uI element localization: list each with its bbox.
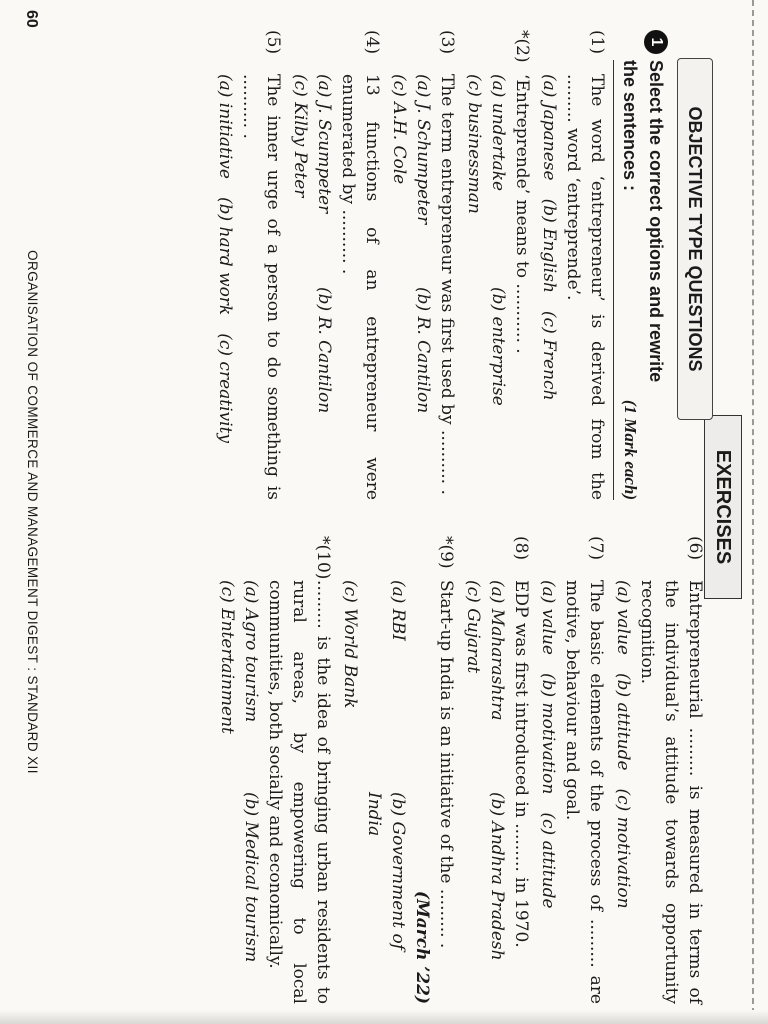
answer-option: (b) English <box>539 198 559 293</box>
section-heading <box>617 30 669 500</box>
answer-option: (b) hard work <box>215 196 235 316</box>
question-text: The inner urge of a person to do something is .......... . <box>239 74 283 500</box>
answer-option: (a) Agro tourism <box>241 580 261 723</box>
answer-option: (a) value <box>613 580 633 655</box>
answer-option: (b) Andhra Pradesh <box>487 792 507 961</box>
question-text: EDP was first introduced in ......... in 1970. <box>511 580 531 948</box>
question-number: (4) <box>362 30 382 55</box>
question-item <box>215 536 335 1004</box>
answer-option: (c) A.H. Cole <box>389 74 409 185</box>
page-number: 60 <box>23 10 40 28</box>
option-row <box>312 74 336 500</box>
answer-option: (b) Government of India <box>364 792 408 950</box>
answer-option: (a) initiative <box>215 74 235 179</box>
section-rule <box>613 60 614 500</box>
option-row <box>213 74 237 500</box>
answer-option: (c) World Bank <box>340 580 360 709</box>
section-title <box>617 60 669 500</box>
question-number: (6) <box>685 536 705 561</box>
question-item <box>611 536 707 1004</box>
question-text: The basic elements of the process of ......... are motive, behaviour and goal. <box>562 580 606 1004</box>
answer-option: (c) Kilby Peter <box>290 74 310 198</box>
answer-option: (b) Medical tourism <box>241 792 261 963</box>
section-title-line1: Select the correct options and rewrite <box>646 60 666 383</box>
answer-option: (a) RBI <box>388 580 408 641</box>
option-row <box>338 580 362 1004</box>
left-question-list <box>213 30 609 500</box>
question-number: *(10) <box>313 536 333 580</box>
option-row <box>411 74 435 500</box>
answer-option: (a) undertake <box>488 74 508 192</box>
right-column <box>215 536 710 1004</box>
answer-option: (a) value <box>538 580 558 655</box>
question-number: (3) <box>437 30 457 55</box>
answer-option: (b) R. Cantilon <box>314 287 334 414</box>
section-title-line2: the sentences : <box>620 60 640 192</box>
question-number: (8) <box>511 536 531 561</box>
option-row <box>486 74 510 500</box>
objective-type-heading: OBJECTIVE TYPE QUESTIONS <box>677 58 713 420</box>
question-number: (7) <box>586 536 606 561</box>
page-footer: ORGANISATION OF COMMERCE AND MANAGEMENT DIGEST : STANDARD XII <box>25 250 40 774</box>
answer-option: (c) French <box>539 310 559 401</box>
question-item <box>338 536 458 1004</box>
answer-option: (c) motivation <box>613 788 633 909</box>
question-text: ‘Entreprende’ means to ........... . <box>512 74 532 354</box>
question-text: The word ‘entrepreneur’ is derived from the ......... word ‘entreprende’. <box>563 74 607 500</box>
question-number: (1) <box>587 30 607 55</box>
section-marks: (1 Mark each) <box>621 399 640 500</box>
option-row <box>611 580 635 1004</box>
answer-option: (a) Japanese <box>539 74 559 181</box>
answer-option: (b) attitude <box>613 673 633 771</box>
question-item <box>537 30 609 500</box>
question-text: 13 functions of an entrepreneur were enumerated by .......... . <box>338 74 382 500</box>
answer-option: (b) motivation <box>538 673 558 795</box>
answer-option: (a) J. Scumpeter <box>314 74 334 214</box>
option-row <box>239 580 263 1004</box>
answer-option: (c) attitude <box>538 812 558 909</box>
question-number: (5) <box>263 30 283 55</box>
exercises-heading: EXERCISES <box>704 415 742 599</box>
question-text: ......... is the idea of bringing urban residents to rural areas, by empowering to local communities, both socially and economically. <box>265 580 333 1004</box>
answer-option: (c) creativity <box>215 333 235 444</box>
option-row <box>485 580 509 1004</box>
header-dashed-rule <box>752 0 754 1024</box>
option-row <box>461 580 485 1004</box>
option-row <box>387 74 411 500</box>
right-question-list <box>215 536 707 1004</box>
answer-option: (b) enterprise <box>488 287 508 406</box>
question-number: *(2) <box>512 30 532 63</box>
answer-option: (c) Gujarat <box>463 580 483 674</box>
question-text: The term entrepreneur was first used by .......... . <box>437 74 457 495</box>
answer-option: (b) R. Cantilon <box>413 287 433 414</box>
question-item <box>387 30 459 500</box>
question-item <box>462 30 534 500</box>
option-row <box>537 74 561 500</box>
question-item <box>213 30 285 500</box>
answer-option: (c) businessman <box>464 74 484 214</box>
left-column <box>213 30 713 500</box>
answer-option: (c) Entertainment <box>217 580 237 734</box>
question-number: *(9) <box>436 536 456 569</box>
answer-option: (a) J. Schumpeter <box>413 74 433 225</box>
answer-option: (a) Maharashtra <box>487 580 507 721</box>
section-number-badge: 1 <box>644 30 668 54</box>
question-item <box>461 536 533 1004</box>
question-text: Entrepreneurial ......... is measured in terms of the individual’s attitude towards opportunity recognition. <box>637 580 705 1004</box>
option-row <box>462 74 486 500</box>
option-row <box>215 580 239 1004</box>
option-row <box>536 580 560 1004</box>
option-row <box>288 74 312 500</box>
question-item <box>288 30 384 500</box>
question-item <box>536 536 608 1004</box>
exam-tag: (March ’22) <box>412 890 432 1004</box>
option-row <box>362 580 410 1004</box>
question-text: Start-up India is an initiative of the ......... . <box>436 580 456 949</box>
